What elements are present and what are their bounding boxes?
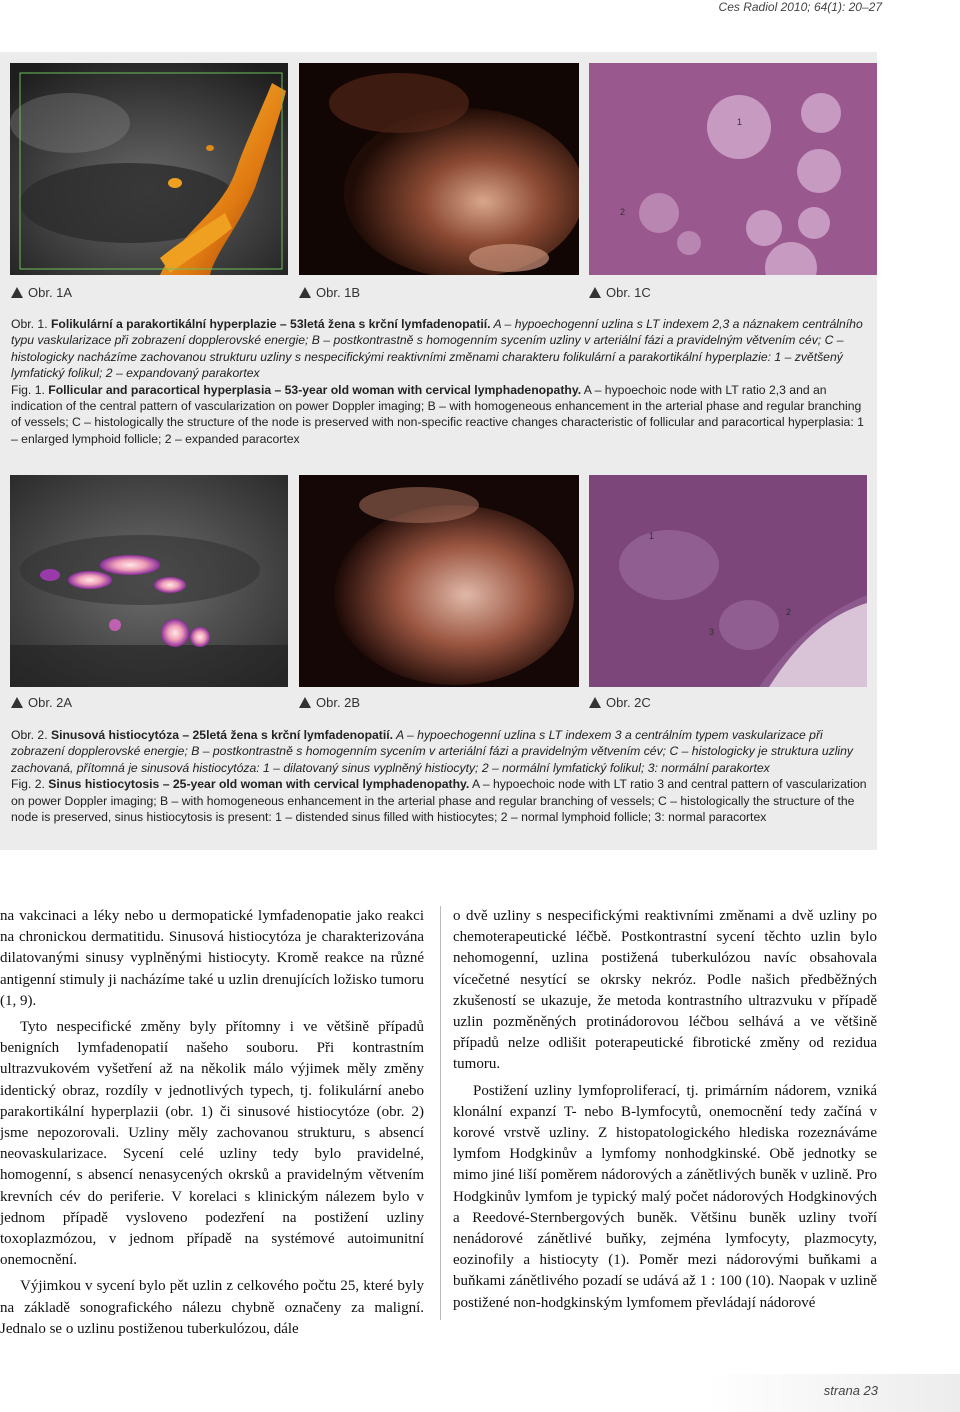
image-1c-histology [589, 63, 877, 275]
image-2c-histology [589, 475, 867, 687]
label-obr-2b: Obr. 2B [299, 695, 360, 710]
triangle-icon [589, 287, 601, 298]
label-obr-2c: Obr. 2C [589, 695, 651, 710]
triangle-icon [11, 697, 23, 708]
page-number: strana 23 [823, 1383, 878, 1398]
paragraph: o dvě uzliny s nespecifickými reaktivními změnami a dvě uzliny po chemoterapeutické léčbě. Postkontrastní sycení těchto uzlin bylo nehomogenní, uzlina postižená tuberkulózou navíc obsahovala vícečetné nesytící se okrsky nekróz. Podle našich předběžných zkušeností se ukazuje, že metoda kontrastního ultrazvuku v případě uzlin pozměněných protinádorovou léčbou selhává a ve většině případů nelze odlišit poterapeutické fibrotické změny od rezidua tumoru. [453, 908, 877, 1073]
image-2b-contrast-ultrasound [299, 475, 579, 687]
figure-2-caption: Obr. 2. Sinusová histiocytóza – 25letá žena s krční lymfadenopatií. A – hypoechogenní uzlina s LT indexem 3 a centrálním typem vaskularizace při zobrazení dopplerovské energie; B – postkontrastně s homogenním sycením v arteriální fázi a pravidelným větvením cév; C – histologicky je struktura uzliny zachovaná, přítomná je sinusová histiocytóza: 1 – dilatovaný sinus vyplněný histiocyty; 2 – normální lymfatický folikul; 3: normální parakortex Fig. 2. Sinus histiocytosis – 25-year old woman with cervical lymphadenopathy. A – hypoechoic node with LT ratio 3 and central pattern of vascularization on power Doppler imaging; B – with homogeneous enhancement in the arterial phase and regular branching of vessels; C – histologically the structure of the node is preserved, sinus histiocytosis is present: 1 – distended sinus filled with histiocytes; 2 – normal lymphoid follicle; 3: normal paracortex [11, 728, 867, 825]
histology-mark-2: 2 [620, 207, 626, 217]
histology-mark-2: 2 [786, 607, 792, 617]
label-obr-2a: Obr. 2A [11, 695, 72, 710]
paragraph: Výjimkou v sycení bylo pět uzlin z celkového počtu 25, které byly na základě sonografického nálezu chybně označeny za maligní. Jednalo se o uzlinu postiženou tuberkulózou, dále [0, 1278, 424, 1337]
label-obr-1b: Obr. 1B [299, 285, 360, 300]
image-2a-ultrasound-doppler [10, 475, 288, 687]
histology-mark-1: 1 [649, 531, 655, 541]
triangle-icon [589, 697, 601, 708]
histology-mark-3: 3 [709, 627, 715, 637]
label-obr-1a: Obr. 1A [11, 285, 72, 300]
body-column-left [0, 906, 424, 1340]
label-obr-1c: Obr. 1C [589, 285, 651, 300]
paragraph: na vakcinaci a léky nebo u dermopatické lymfadenopatie jako reakci na chronickou dermatitidu. Sinusová histiocytóza je charakterizována dilatovanými sinusy vyplněnými histiocyty. Kromě reakce na různé antigenní stimuly ji nacházíme také u uzlin drenujících ložisko tumoru (1, 9). [0, 908, 424, 1009]
body-column-right [453, 906, 877, 1314]
image-1a-ultrasound-doppler [10, 63, 288, 275]
triangle-icon [299, 697, 311, 708]
journal-header: Ces Radiol 2010; 64(1): 20–27 [718, 0, 882, 14]
histology-mark-1: 1 [737, 117, 743, 127]
image-1b-contrast-ultrasound [299, 63, 579, 275]
paragraph: Tyto nespecifické změny byly přítomny i ve většině případů benigních lymfadenopatií našeho souboru. Při kontrastním ultrazvukovém vyšetření až na několik málo výjimek měly změny identický obraz, rozdíly v jednotlivých typech, tj. folikulární anebo parakortikální hyperplazii (obr. 1) či sinusové histiocytóze (obr. 2) jsme nepozorovali. Uzliny měly zachovanou strukturu, s absencí neovaskularizace. Sycení celé uzliny tedy bylo pravidelné, homogenní, s absencí nenasycených okrsků a pravidelným větvením krevních cév do periferie. V korelaci s klinickým nálezem bylo v jednom případě vysloveno podezření na postižení uzliny toxoplazmózou, v jednom případě na systémové autoimunitní onemocnění. [0, 1019, 424, 1269]
paragraph: Postižení uzliny lymfoproliferací, tj. primárním nádorem, vzniká klonální expanzí T- nebo B-lymfocytů, onemocnění tedy začíná v korové vrstvě uzliny. Z histopatologického hlediska rozeznáváme lymfom Hodgkinův a lymfomy nonhodgkinské. Obě jednotky se mimo jiné liší poměrem nádorových a zánětlivých buněk v uzlině. Pro Hodgkinův lymfom je typický malý počet nádorových Hodgkinových a Reedové-Sternbergových buněk. Většinu buněk uzliny tvoří nenádorové zánětlivé buňky, zejména lymfocyty, plazmocyty, eozinofily a histiocyty (1). Poměr mezi nádorovými buňkami a buňkami zánětlivého pozadí se udává až 1 : 100 (10). Naopak v uzlině postižené non-hodgkinským lymfomem převládají nádorové [453, 1082, 877, 1311]
column-divider [440, 906, 441, 1320]
triangle-icon [11, 287, 23, 298]
figure-1-caption: Obr. 1. Folikulární a parakortikální hyperplazie – 53letá žena s krční lymfadenopatií. A – hypoechogenní uzlina s LT indexem 2,3 a náznakem centrálního typu vaskularizace při zobrazení dopplerovské energie; B – postkontrastně s homogenním sycením uzliny v arteriální fázi a pravidelným větvením cév; C – histologicky nacházíme zachovanou strukturu uzliny s nespecifickými reaktivními změnami charakteru folikulární a parakortikální hyperplazie: 1 – zvětšený lymfatický folikul; 2 – expandovaný parakortex Fig. 1. Follicular and paracortical hyperplasia – 53-year old woman with cervical lymphadenopathy. A – hypoechoic node with LT ratio 2,3 and an indication of the central pattern of vascularization on power Doppler imaging; B – with homogeneous enhancement in the arterial phase and regular branching of vessels; C – histologically the structure of the node is preserved with non-specific reactive changes characteristic of follicular and paracortical hyperplasia: 1 – enlarged lymphoid follicle; 2 – expanded paracortex [11, 317, 864, 446]
triangle-icon [299, 287, 311, 298]
